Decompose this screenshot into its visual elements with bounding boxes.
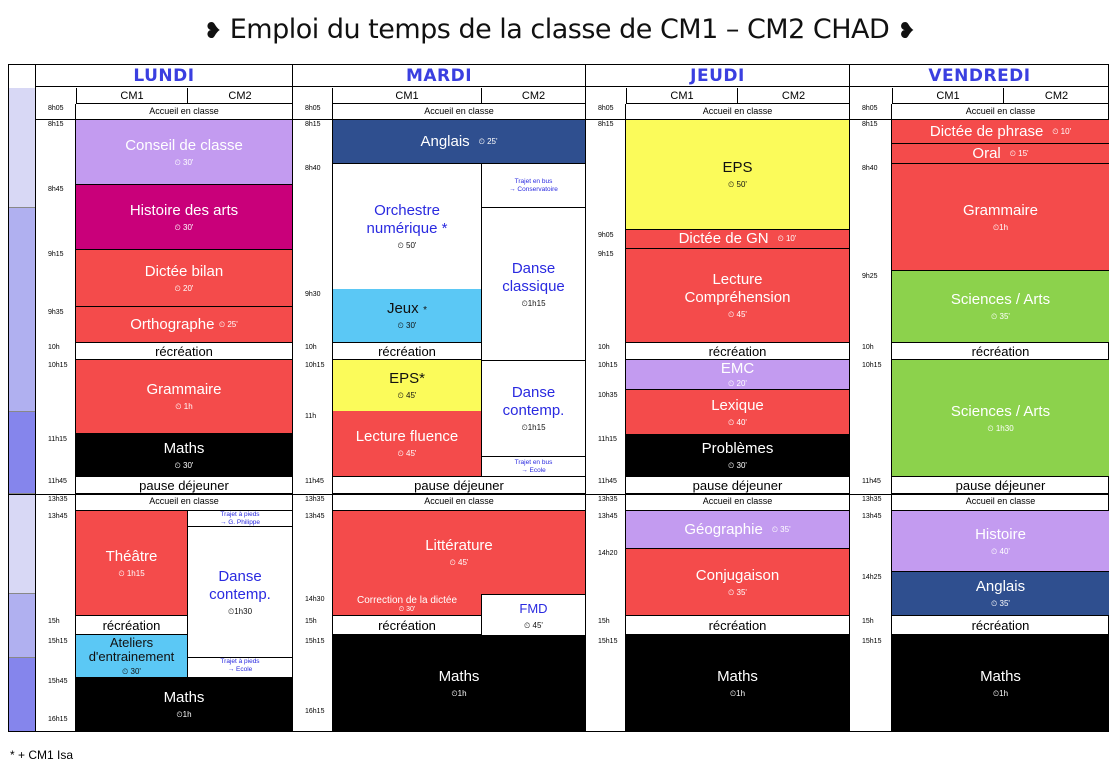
- lundi-pause-dejeuner: pause déjeuner: [76, 476, 292, 494]
- vendredi-recreation: récréation: [892, 342, 1109, 360]
- accueil-lundi-pm: Accueil en classe: [76, 494, 292, 511]
- lesson-label: Sciences / Arts: [950, 291, 1051, 308]
- lesson-label: EMC: [720, 360, 755, 377]
- time-label: 10h: [48, 344, 60, 351]
- clock-icon: ⏲: [729, 688, 737, 698]
- clock-icon: ⏲: [1052, 126, 1059, 136]
- lesson-label: Conjugaison: [695, 566, 780, 584]
- time-label: 13h35: [305, 496, 325, 503]
- hline-accueil-pm: [9, 494, 1109, 495]
- lesson-label: FMD: [519, 600, 548, 616]
- jeudi-eps: [626, 120, 849, 230]
- time-label: 15h15: [305, 638, 325, 645]
- lesson-label: Géographie: [684, 520, 763, 538]
- jeudi-pause-dejeuner: pause déjeuner: [626, 476, 849, 494]
- lesson-label: Jeux: [386, 300, 419, 317]
- clock-icon: ⏲: [174, 283, 181, 293]
- clock-icon: ⏲: [991, 546, 998, 556]
- time-label: 8h15: [598, 121, 614, 128]
- vendredi-anglais: [892, 572, 1109, 615]
- side-band-4: [9, 494, 36, 594]
- lesson-duration: 20': [183, 283, 194, 293]
- clock-icon: ⏲: [397, 391, 404, 400]
- lesson-duration: 1h15: [527, 423, 546, 432]
- lesson-duration: 1h15: [126, 568, 145, 578]
- jeudi-emc: [626, 360, 849, 390]
- clock-icon: ⏲: [398, 606, 405, 613]
- accueil-mardi-pm: Accueil en classe: [333, 494, 585, 511]
- lesson-duration: 10': [1060, 126, 1072, 136]
- mardi-recreation-pm: récréation: [333, 615, 482, 635]
- lesson-label: Lexique: [711, 396, 764, 414]
- time-label: 13h45: [862, 513, 882, 520]
- mardi-eps: [333, 360, 482, 411]
- trajet-label: Trajet en bus: [514, 177, 553, 185]
- clock-icon: ⏲: [218, 319, 226, 329]
- subheader-vendredi-cm2: CM2: [1004, 88, 1109, 104]
- lesson-duration: 30': [183, 157, 194, 167]
- lesson-duration: 35': [999, 599, 1010, 608]
- time-label: 11h: [305, 413, 317, 420]
- mardi-maths: [333, 635, 585, 731]
- lesson-duration: 1h: [183, 402, 193, 411]
- lesson-label: Anglais: [975, 578, 1026, 595]
- lesson-label: Correction de la dictée: [356, 595, 458, 606]
- time-label: 15h: [48, 618, 60, 625]
- side-band-5: [9, 594, 36, 658]
- vendredi-recreation-pm: récréation: [892, 615, 1109, 635]
- lundi-maths-afternoon: [76, 677, 292, 731]
- time-label: 11h45: [305, 478, 324, 485]
- time-label: 13h35: [862, 496, 882, 503]
- subheader-lundi-cm1: CM1: [76, 88, 188, 104]
- time-label: 9h05: [598, 232, 614, 239]
- jeudi-lecture-comprehension: [626, 249, 849, 342]
- mardi-orchestre: [333, 163, 482, 289]
- time-label: 11h15: [48, 436, 67, 443]
- clock-icon: ⏲: [451, 688, 458, 698]
- clock-icon: ⏲: [227, 606, 235, 616]
- time-label: 10h15: [48, 362, 68, 369]
- lundi-orthographe: [76, 307, 292, 342]
- lesson-duration: 10': [785, 234, 797, 243]
- time-label: 8h15: [48, 121, 64, 128]
- time-label: 10h: [598, 344, 610, 351]
- vendredi-maths: [892, 635, 1109, 731]
- clock-icon: ⏲: [174, 157, 181, 167]
- time-label: 16h15: [305, 708, 325, 715]
- time-label: 8h05: [598, 105, 614, 112]
- time-label: 9h15: [598, 251, 614, 258]
- accueil-mardi: Accueil en classe: [424, 106, 494, 116]
- mardi-litterature: [333, 511, 585, 594]
- lesson-duration: 30': [130, 666, 141, 676]
- jeudi-conjugaison: [626, 549, 849, 615]
- mardi-anglais: [333, 120, 585, 163]
- time-label: 8h05: [862, 105, 878, 112]
- lesson-label: Orthographe: [130, 315, 215, 333]
- trajet-destination: → Conservatoire: [509, 185, 558, 193]
- clock-icon: ⏲: [1009, 148, 1016, 158]
- time-label: 13h45: [598, 513, 618, 520]
- lesson-duration: 40': [736, 417, 747, 427]
- clock-icon: ⏲: [728, 310, 735, 319]
- accueil-jeudi: Accueil en classe: [702, 106, 773, 116]
- time-label: 10h35: [598, 392, 618, 399]
- time-label: 9h15: [48, 251, 64, 258]
- clock-icon: ⏲: [987, 423, 994, 433]
- time-label: 10h: [305, 344, 317, 351]
- trajet-destination: → Ecole: [227, 666, 253, 673]
- lundi-trajet-aller: [188, 511, 292, 527]
- time-label: 8h15: [862, 121, 878, 128]
- subheader-jeudi-cm1: CM1: [626, 88, 738, 104]
- clock-icon: ⏲: [397, 449, 404, 458]
- lesson-duration: 25': [227, 319, 238, 329]
- lesson-label: Lecture fluence: [355, 428, 459, 445]
- time-label: 15h: [305, 618, 317, 625]
- side-band-3: [9, 412, 36, 494]
- clock-icon: ⏲: [118, 568, 125, 578]
- clock-icon: ⏲: [122, 666, 129, 676]
- accueil-jeudi-pm: Accueil en classe: [626, 494, 849, 511]
- accueil-vendredi: Accueil en classe: [965, 106, 1036, 116]
- lesson-label: Danse contemp.: [209, 567, 271, 603]
- jeudi-problemes: [626, 434, 849, 476]
- mardi-trajet-bus-aller: [482, 163, 585, 208]
- lesson-duration: 30': [736, 460, 747, 470]
- clock-icon: ⏲: [449, 558, 456, 567]
- lesson-label: Conseil de classe: [125, 136, 243, 154]
- side-band-6: [9, 658, 36, 731]
- footnote: * + CM1 Isa: [10, 748, 74, 762]
- lesson-label: Problèmes: [701, 439, 774, 457]
- lundi-dictee-bilan: [76, 250, 292, 307]
- lesson-label: Théâtre: [105, 547, 158, 565]
- vendredi-histoire: [892, 511, 1109, 572]
- lesson-duration: 35': [736, 587, 747, 597]
- clock-icon: ⏲: [397, 241, 404, 250]
- time-label: 16h15: [48, 716, 68, 723]
- clock-icon: ⏲: [992, 222, 1000, 232]
- mardi-danse-contemp: [482, 361, 585, 457]
- lesson-duration: 1h30: [234, 606, 253, 616]
- time-label: 8h05: [305, 105, 321, 112]
- mardi-trajet-bus-retour: [482, 457, 585, 476]
- trajet-label: Trajet à pieds: [220, 658, 260, 665]
- clock-icon: ⏲: [521, 423, 528, 432]
- jeudi-maths: [626, 635, 849, 731]
- lesson-duration: 1h: [736, 688, 746, 698]
- time-label: 9h25: [862, 273, 878, 280]
- lesson-label: Dictée de GN: [678, 230, 769, 247]
- lesson-duration: 50': [406, 241, 417, 250]
- clock-icon: ⏲: [991, 312, 998, 321]
- lesson-duration: 35': [780, 524, 791, 534]
- time-label: 10h: [862, 344, 874, 351]
- lesson-label: Sciences / Arts: [950, 402, 1051, 420]
- lesson-duration: 1h: [999, 222, 1009, 232]
- time-label: 15h15: [862, 638, 882, 645]
- accueil-lundi: Accueil en classe: [149, 106, 219, 116]
- lesson-label: Danse classique: [502, 259, 565, 295]
- day-header-lundi: LUNDI: [36, 65, 292, 87]
- time-label: 15h15: [598, 638, 618, 645]
- mardi-lecture-fluence: [333, 411, 482, 476]
- lesson-duration: 1h15: [527, 298, 546, 308]
- lesson-duration: 45': [406, 449, 417, 458]
- clock-icon: ⏲: [771, 524, 778, 534]
- time-label: 8h45: [48, 186, 64, 193]
- time-label: 11h45: [862, 478, 881, 485]
- trajet-label: Trajet à pieds: [220, 511, 260, 518]
- lundi-recreation-pm: récréation: [76, 615, 188, 635]
- time-label: 11h15: [598, 436, 617, 443]
- lesson-duration: 45': [406, 391, 417, 400]
- clock-icon: ⏲: [478, 136, 485, 146]
- time-col-jeudi: [586, 104, 626, 731]
- time-label: 15h45: [48, 678, 68, 685]
- lesson-duration: 1h30: [995, 423, 1014, 433]
- clock-icon: ⏲: [991, 599, 998, 608]
- clock-icon: ⏲: [728, 417, 735, 427]
- lesson-label: Littérature: [425, 537, 493, 554]
- lesson-duration: 20': [736, 379, 747, 388]
- time-label: 13h45: [48, 513, 68, 520]
- time-label: 10h15: [305, 362, 325, 369]
- lesson-label: Ateliers d'entrainement: [88, 634, 175, 664]
- vendredi-grammaire: [892, 164, 1109, 271]
- subheader-vendredi-cm1: CM1: [892, 88, 1004, 104]
- lesson-duration: 35': [999, 312, 1010, 321]
- lesson-duration: 50': [736, 180, 747, 189]
- time-label: 15h: [862, 618, 874, 625]
- lesson-label: Maths: [163, 439, 205, 457]
- lundi-ateliers: [76, 635, 188, 677]
- time-label: 8h15: [305, 121, 321, 128]
- subheader-lundi-cm2: CM2: [188, 88, 292, 104]
- time-label: 10h15: [862, 362, 882, 369]
- lesson-label: Maths: [438, 667, 480, 685]
- trajet-label: Trajet en bus: [514, 458, 553, 466]
- trajet-destination: → Ecole: [521, 466, 546, 474]
- lesson-duration: 30': [406, 606, 416, 613]
- lesson-label: Histoire: [975, 525, 1026, 543]
- jeudi-geographie: [626, 511, 849, 549]
- jeudi-dictee-gn: [626, 230, 849, 249]
- time-label: 10h15: [598, 362, 618, 369]
- time-label: 8h05: [48, 105, 64, 112]
- mardi-pause-dejeuner: pause déjeuner: [333, 476, 585, 494]
- lesson-duration: 45': [458, 558, 469, 567]
- jeudi-recreation-pm: récréation: [626, 615, 849, 635]
- subheader-mardi-cm2: CM2: [482, 88, 585, 104]
- time-label: 14h20: [598, 550, 618, 557]
- subheader-mardi-cm1: CM1: [332, 88, 482, 104]
- mardi-recreation: récréation: [333, 342, 482, 360]
- time-label: 9h30: [305, 291, 321, 298]
- lesson-duration: 1h: [182, 709, 192, 719]
- asterisk-mark: *: [423, 305, 428, 316]
- clock-icon: ⏲: [728, 180, 735, 189]
- clock-icon: ⏲: [728, 587, 735, 597]
- lesson-duration: 25': [487, 136, 498, 146]
- lundi-theatre: [76, 511, 188, 615]
- vendredi-dictee-phrase: [892, 120, 1109, 144]
- time-label: 13h35: [598, 496, 618, 503]
- lesson-label: Anglais: [420, 132, 470, 150]
- clock-icon: ⏲: [174, 222, 181, 232]
- lesson-label: Histoire des arts: [129, 201, 239, 219]
- lesson-label: Grammaire: [146, 381, 222, 398]
- mardi-danse-classique: [482, 208, 585, 360]
- time-label: 15h15: [48, 638, 68, 645]
- mardi-jeux: [333, 289, 482, 342]
- lundi-histoire-des-arts: [76, 185, 292, 250]
- accueil-vendredi-pm: Accueil en classe: [892, 494, 1109, 511]
- clock-icon: ⏲: [728, 379, 735, 388]
- time-label: 8h40: [305, 165, 321, 172]
- vendredi-oral: [892, 144, 1109, 164]
- title-text: Emploi du temps de la classe de CM1 – CM2 CHAD: [229, 14, 890, 45]
- lundi-grammaire: [76, 360, 292, 434]
- lesson-label: Dictée de phrase: [929, 122, 1044, 140]
- lesson-label: EPS: [722, 159, 753, 176]
- lesson-duration: 30': [406, 321, 417, 330]
- lesson-duration: 1h: [999, 688, 1009, 698]
- lesson-label: Dictée bilan: [144, 262, 224, 280]
- time-label: 11h45: [598, 478, 617, 485]
- clock-icon: ⏲: [174, 460, 181, 470]
- time-label: 14h30: [305, 596, 325, 603]
- time-label: 11h45: [48, 478, 67, 485]
- ornament-right-icon: ❥: [897, 19, 916, 44]
- lundi-trajet-retour: [188, 658, 292, 677]
- time-label: 13h45: [305, 513, 325, 520]
- mardi-correction-dictee: [333, 594, 482, 615]
- lesson-label: Danse contemp.: [502, 384, 565, 419]
- lesson-duration: 45': [736, 310, 747, 319]
- vendredi-sciences-arts-1: [892, 271, 1109, 342]
- side-band-1: [9, 88, 36, 208]
- lesson-duration: 1h: [457, 688, 467, 698]
- time-label: 14h25: [862, 574, 882, 581]
- lundi-maths-morning: [76, 434, 292, 476]
- vendredi-sciences-arts-2: [892, 360, 1109, 476]
- day-header-vendredi: VENDREDI: [850, 65, 1109, 87]
- clock-icon: ⏲: [397, 321, 404, 330]
- lesson-label: Maths: [163, 688, 205, 706]
- lesson-duration: 15': [1018, 148, 1029, 158]
- lundi-recreation: récréation: [76, 342, 292, 360]
- clock-icon: ⏲: [728, 460, 735, 470]
- time-col-lundi: [36, 104, 76, 731]
- lesson-label: Orchestre numérique *: [366, 202, 448, 237]
- lesson-label: Maths: [717, 667, 758, 685]
- subheader-jeudi-cm2: CM2: [738, 88, 849, 104]
- lesson-label: Oral: [972, 144, 1001, 162]
- lesson-label: Maths: [980, 667, 1021, 685]
- lesson-duration: 40': [999, 546, 1010, 556]
- jeudi-recreation: récréation: [626, 342, 849, 360]
- trajet-destination: → G. Philippe: [219, 519, 261, 526]
- lundi-danse-contemp: [188, 527, 292, 658]
- time-col-vendredi: [850, 104, 892, 731]
- time-label: 13h35: [48, 496, 68, 503]
- mardi-fmd: [482, 594, 585, 635]
- lesson-duration: 45': [532, 620, 543, 630]
- time-label: 15h: [598, 618, 610, 625]
- lesson-label: EPS*: [389, 370, 425, 387]
- vendredi-pause-dejeuner: pause déjeuner: [892, 476, 1109, 494]
- clock-icon: ⏲: [176, 709, 183, 719]
- lundi-conseil-de-classe: [76, 120, 292, 185]
- time-label: 9h35: [48, 309, 64, 316]
- side-band-2: [9, 208, 36, 412]
- lesson-duration: 30': [183, 460, 194, 470]
- clock-icon: ⏲: [992, 688, 1000, 698]
- clock-icon: ⏲: [777, 234, 784, 243]
- lesson-label: Grammaire: [962, 201, 1038, 219]
- clock-icon: ⏲: [524, 620, 531, 630]
- clock-icon: ⏲: [175, 402, 182, 411]
- lesson-label: Lecture Compréhension: [684, 271, 791, 306]
- day-header-mardi: MARDI: [293, 65, 585, 87]
- lesson-duration: 30': [183, 222, 194, 232]
- clock-icon: ⏲: [521, 298, 528, 308]
- ornament-left-icon: ❥: [203, 19, 222, 44]
- jeudi-lexique: [626, 390, 849, 434]
- day-header-jeudi: JEUDI: [586, 65, 849, 87]
- time-label: 8h40: [862, 165, 878, 172]
